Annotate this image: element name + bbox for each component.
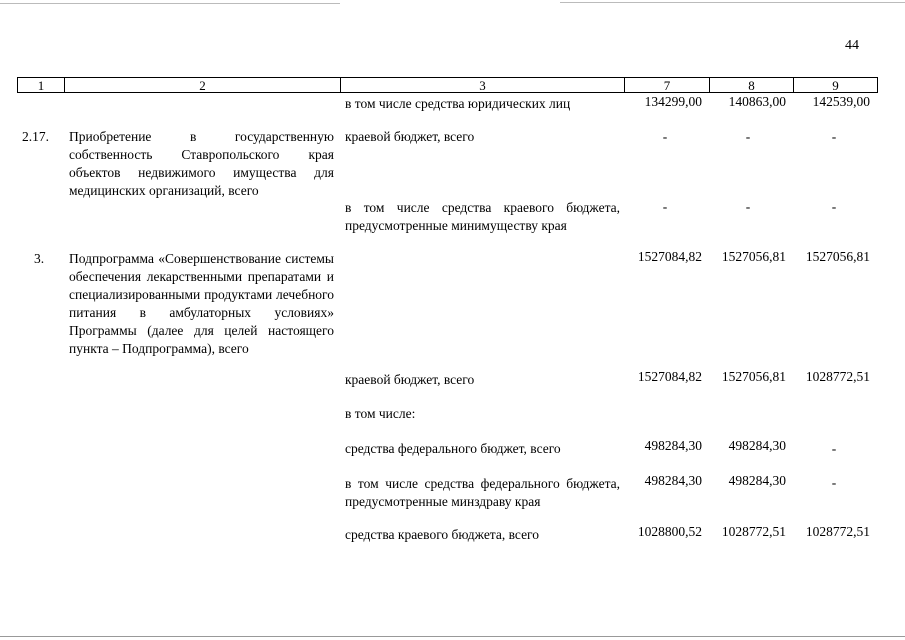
- value-col-7: 1028800,52: [637, 524, 702, 539]
- value-col-9: -: [831, 475, 837, 490]
- funding-source: в том числе средства юридических лиц: [345, 96, 571, 111]
- value-col-9: 1028772,51: [805, 524, 870, 539]
- value-col-7: 1527084,82: [637, 249, 702, 264]
- header-cell-1: 1: [17, 77, 64, 93]
- value-col-8: 1527056,81: [721, 369, 786, 384]
- funding-source: средства краевого бюджета, всего: [345, 527, 540, 542]
- value-col-9: 1028772,51: [805, 369, 870, 384]
- header-cell-8: 8: [709, 77, 793, 93]
- funding-source: в том числе средства федерального бюджета, предусмотренные минздраву края: [345, 476, 620, 509]
- value-col-8: -: [745, 199, 751, 214]
- value-col-7: 498284,30: [644, 438, 702, 453]
- value-col-9: 1527056,81: [805, 249, 870, 264]
- funding-source: краевой бюджет, всего: [345, 372, 475, 387]
- row-name: Подпрограмма «Совершенствование системы обеспечения лекарственными препаратами и специализированными продуктами лечебного питания в амбулаторных условиях» Программы (далее для целей настоящего пункта – Подпрограмма), всего: [69, 251, 334, 356]
- row-number: 3.: [34, 251, 45, 266]
- value-col-9: -: [831, 441, 837, 456]
- row-name: Приобретение в государственную собственность Ставропольского края объектов недвижимого имущества для медицинских организаций, всего: [69, 129, 334, 198]
- value-col-8: 498284,30: [728, 438, 786, 453]
- funding-source: средства федерального бюджет, всего: [345, 441, 561, 456]
- value-col-9: -: [831, 199, 837, 214]
- value-col-8: 140863,00: [728, 94, 786, 109]
- value-col-7: 1527084,82: [637, 369, 702, 384]
- value-col-7: 498284,30: [644, 473, 702, 488]
- value-col-7: 134299,00: [644, 94, 702, 109]
- page-number: 44: [845, 38, 859, 53]
- row-number: 2.17.: [22, 129, 49, 144]
- funding-source: в том числе:: [345, 406, 416, 421]
- value-col-8: 1527056,81: [721, 249, 786, 264]
- value-col-7: -: [662, 129, 668, 144]
- value-col-8: -: [745, 129, 751, 144]
- value-col-8: 1028772,51: [721, 524, 786, 539]
- value-col-8: 498284,30: [728, 473, 786, 488]
- header-cell-7: 7: [624, 77, 709, 93]
- value-col-7: -: [662, 199, 668, 214]
- header-cell-9: 9: [793, 77, 878, 93]
- value-col-9: 142539,00: [812, 94, 870, 109]
- header-cell-2: 2: [64, 77, 340, 93]
- funding-source: в том числе средства краевого бюджета, предусмотренные минимуществу края: [345, 200, 620, 233]
- funding-source: краевой бюджет, всего: [345, 129, 475, 144]
- value-col-9: -: [831, 129, 837, 144]
- header-cell-3: 3: [340, 77, 624, 93]
